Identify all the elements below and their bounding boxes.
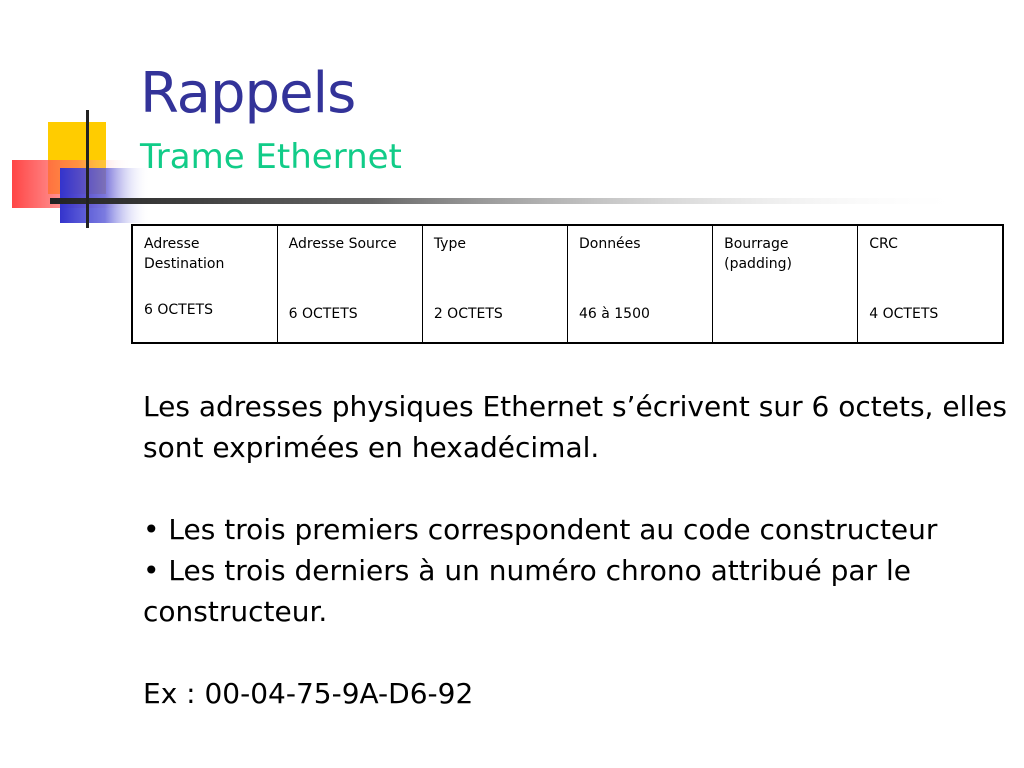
column-name: Bourrage (padding) (724, 236, 792, 272)
column-size: 46 à 1500 (578, 306, 650, 322)
table-cell-type (422, 225, 567, 343)
intro-paragraph: Les adresses physiques Ethernet s’écrivent sur 6 octets, elles sont exprimées en hexadécimal. (143, 390, 1007, 464)
column-size (724, 324, 847, 330)
column-name: Adresse Source (288, 236, 397, 252)
table-cell-crc (858, 225, 1003, 343)
column-size: 4 OCTETS (869, 306, 939, 322)
column-size: 2 OCTETS (433, 306, 503, 322)
horizontal-rule (50, 198, 970, 204)
slide-title: Rappels (140, 61, 356, 126)
table-cell-source (277, 225, 422, 343)
table-row (132, 225, 1003, 343)
blue-gradient-bar (60, 168, 150, 223)
vertical-rule (86, 110, 89, 228)
column-name: CRC (869, 236, 898, 252)
table-cell-data (567, 225, 712, 343)
column-size: 6 OCTETS (288, 306, 358, 322)
ethernet-frame-table (131, 224, 1004, 344)
slide-body (143, 386, 1013, 714)
example-line: Ex : 00-04-75-9A-D6-92 (143, 677, 474, 710)
column-size: 6 OCTETS (144, 302, 213, 318)
column-name: Données (578, 236, 641, 252)
column-name: Adresse Destination (144, 236, 225, 272)
table-cell-destination (132, 225, 277, 343)
table-cell-padding (713, 225, 858, 343)
column-name: Type (433, 236, 466, 252)
slide-subtitle: Trame Ethernet (140, 137, 402, 177)
bullet-item: • Les trois premiers correspondent au code constructeur (143, 513, 938, 546)
bullet-item: • Les trois derniers à un numéro chrono attribué par le constructeur. (143, 554, 912, 628)
